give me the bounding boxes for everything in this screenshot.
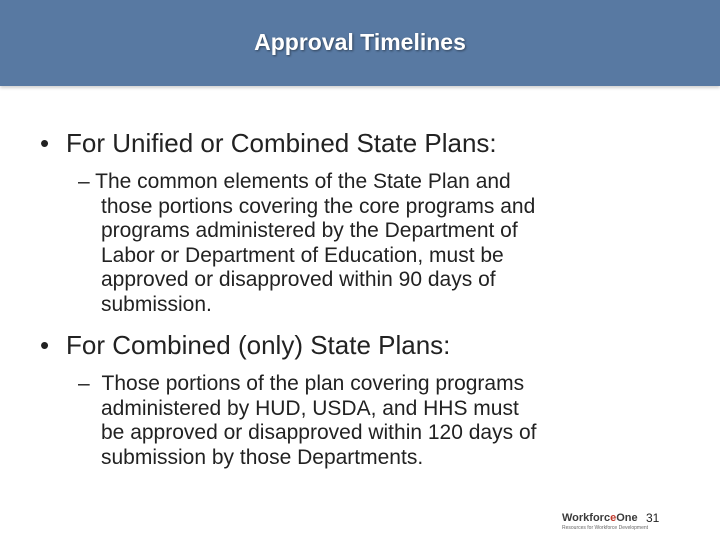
logo-text-part-2: One bbox=[616, 512, 638, 524]
sub-bullet-line: programs administered by the Department of bbox=[101, 219, 518, 242]
slide-title: Approval Timelines bbox=[254, 29, 466, 55]
logo-e-icon: e bbox=[610, 512, 617, 524]
sub-bullet-line: those portions covering the core programs and bbox=[101, 194, 536, 218]
sub-bullet-line bbox=[78, 170, 535, 195]
dash-marker: – bbox=[78, 170, 90, 193]
sub-bullet bbox=[78, 170, 535, 317]
sub-bullet-text: The common elements of the State Plan and bbox=[95, 170, 511, 193]
bullet-text: For Unified or Combined State Plans: bbox=[66, 128, 497, 158]
sub-bullet-line: submission by those Departments. bbox=[101, 445, 424, 469]
bullet-item bbox=[40, 128, 497, 158]
sub-bullet-line: approved or disapproved within 90 days of bbox=[101, 268, 496, 291]
page-number: 31 bbox=[646, 511, 660, 525]
workforce-one-logo bbox=[562, 512, 649, 532]
sub-bullet-line: administered by HUD, USDA, and HHS must bbox=[101, 396, 519, 420]
logo-wordmark bbox=[562, 512, 638, 524]
bullet-dot: • bbox=[40, 330, 50, 360]
bullet-item bbox=[40, 330, 450, 360]
logo-tagline: Resources for Workforce Development bbox=[562, 525, 649, 531]
sub-bullet-line: Labor or Department of Education, must be bbox=[101, 243, 504, 267]
logo-text-part-1: Workforc bbox=[562, 512, 611, 524]
sub-bullet-line: be approved or disapproved within 120 days of bbox=[101, 421, 537, 444]
dash-marker: – bbox=[78, 372, 90, 395]
sub-bullet-line: submission. bbox=[101, 292, 212, 316]
sub-bullet-text: Those portions of the plan covering programs bbox=[101, 372, 525, 395]
bullet-dot: • bbox=[40, 128, 50, 158]
sub-bullet bbox=[78, 372, 536, 470]
bullet-text: For Combined (only) State Plans: bbox=[66, 330, 451, 360]
sub-bullet-line bbox=[78, 372, 536, 397]
